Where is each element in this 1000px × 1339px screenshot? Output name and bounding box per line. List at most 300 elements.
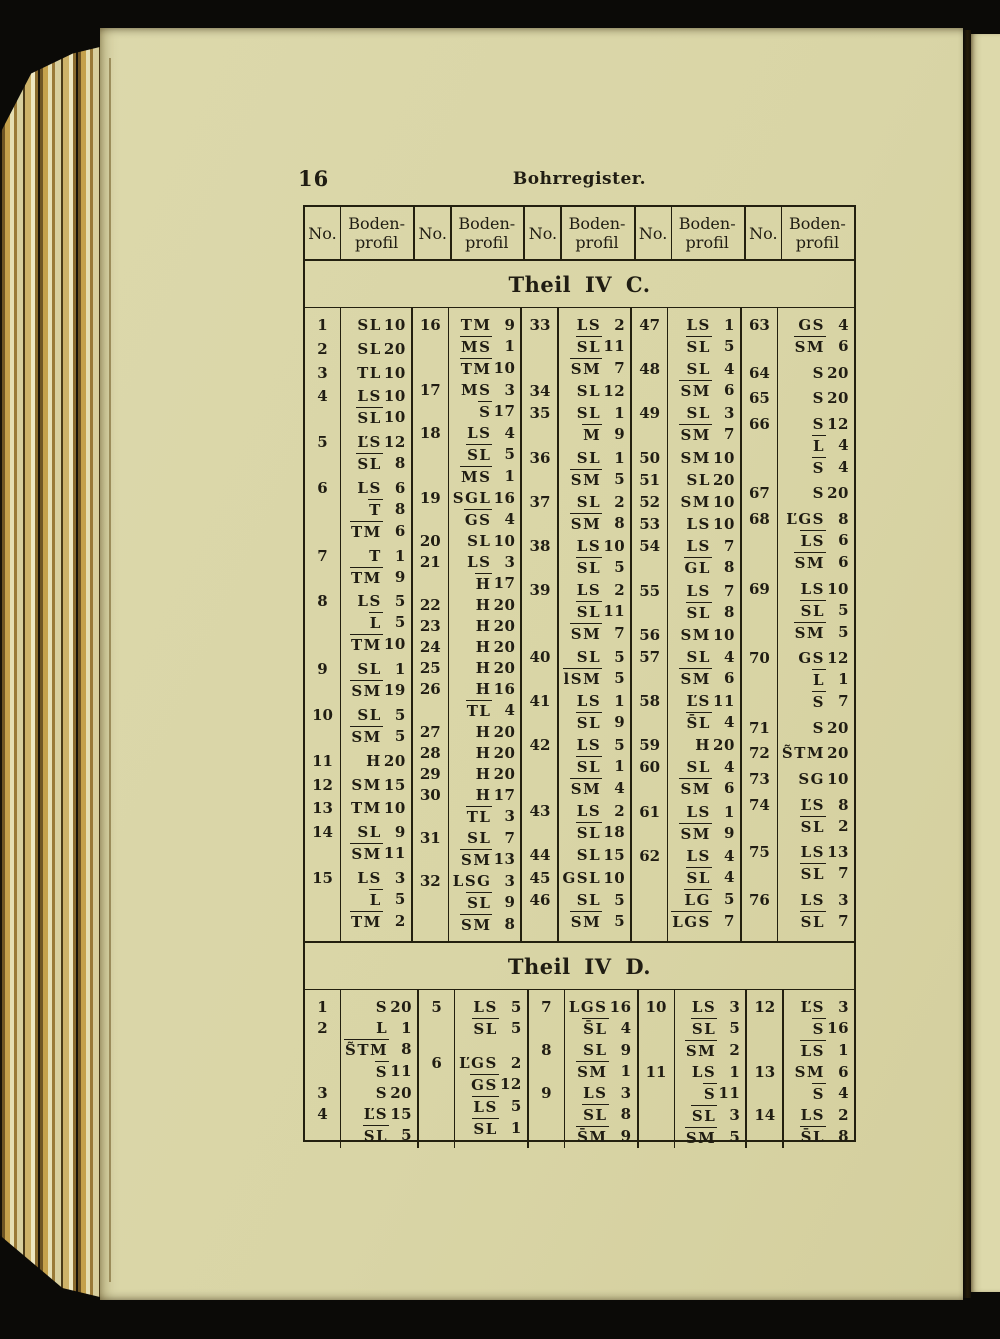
profile-group — [639, 1062, 746, 1149]
profile-line — [678, 1127, 741, 1149]
soil-code-text: TM — [351, 799, 382, 818]
profile-line — [344, 868, 406, 889]
soil-code — [475, 573, 493, 595]
thickness-value: 16 — [609, 998, 632, 1016]
row-number: 25 — [419, 659, 441, 677]
profile-group — [632, 315, 740, 358]
column-pair — [745, 990, 854, 1148]
profile-lines — [667, 581, 740, 624]
profile-group — [305, 386, 411, 429]
row-number: 59 — [639, 736, 661, 755]
soil-code-overlined: SL — [800, 912, 825, 931]
soil-code — [800, 1126, 826, 1148]
thickness-value: 20 — [493, 765, 516, 783]
profile-group — [522, 448, 630, 491]
thickness-value: 3 — [729, 1106, 741, 1124]
soil-code-overlined: SM — [570, 514, 602, 533]
soil-code-text: LS — [357, 592, 382, 611]
profile-group — [413, 423, 521, 488]
soil-code — [800, 600, 826, 622]
soil-code — [356, 478, 382, 499]
soil-code-overlined: S̄L — [800, 1128, 826, 1146]
profile-line — [671, 492, 735, 513]
profile-line — [781, 795, 849, 816]
profile-lines — [448, 423, 521, 488]
soil-code-text: SL — [686, 647, 711, 666]
thickness-value: 1 — [401, 1019, 413, 1037]
profile-line — [452, 871, 516, 892]
soil-code-text: LS — [686, 802, 711, 821]
soil-code — [576, 1126, 608, 1148]
profile-lines — [448, 871, 521, 936]
profile-line — [452, 828, 516, 849]
profile-lines — [340, 1018, 417, 1083]
section-body-theil-iv-c — [305, 308, 854, 941]
thickness-value: 1 — [729, 1063, 741, 1081]
soil-code-text: S — [812, 389, 825, 408]
row-number: 29 — [419, 765, 441, 783]
profile-line — [781, 552, 849, 574]
row-number: 61 — [639, 802, 661, 821]
profile-group — [305, 751, 411, 772]
row-number: 51 — [639, 470, 661, 489]
profile-lines — [777, 509, 854, 574]
profile-line — [344, 612, 406, 634]
soil-code-text: MS — [461, 381, 492, 399]
soil-code-overlined: TM — [351, 912, 382, 931]
profile-group — [529, 1083, 637, 1148]
soil-code-text: LS — [686, 581, 711, 600]
profile-line — [678, 1040, 741, 1062]
thickness-value: 3 — [504, 872, 516, 890]
thickness-value: 10 — [713, 515, 735, 534]
soil-code-overlined: SM — [680, 824, 711, 843]
soil-code — [576, 601, 602, 623]
soil-code-overlined: L — [812, 436, 825, 455]
soil-code-text: LS — [686, 846, 711, 865]
profile-line — [452, 488, 516, 509]
profile-group — [632, 846, 740, 933]
thickness-value: 4 — [504, 701, 516, 719]
thickness-value: 4 — [504, 510, 516, 528]
profile-line — [561, 448, 625, 469]
soil-code — [800, 911, 826, 933]
profile-lines — [777, 718, 854, 739]
column-header-line: profil — [795, 233, 840, 252]
profile-group — [742, 890, 854, 933]
soil-code-overlined: S — [703, 1085, 717, 1103]
profile-group — [413, 488, 521, 531]
soil-code — [350, 726, 382, 748]
profile-line — [344, 1104, 412, 1125]
soil-code — [686, 470, 712, 491]
profile-line — [452, 573, 516, 595]
profile-line — [671, 514, 735, 535]
thickness-value: 20 — [493, 723, 516, 741]
profile-line — [344, 453, 406, 475]
soil-code — [794, 622, 826, 644]
row-number: 43 — [529, 802, 551, 821]
soil-code-overlined: S̃TM — [345, 1041, 389, 1059]
profile-line — [344, 798, 406, 819]
soil-code — [466, 552, 492, 573]
soil-code — [582, 1018, 608, 1040]
row-number: 42 — [529, 735, 551, 754]
profile-line — [452, 743, 516, 764]
thickness-value: 3 — [620, 1084, 632, 1102]
profile-line — [678, 1083, 741, 1105]
soil-code-text: S — [812, 484, 825, 503]
profile-group — [747, 1062, 854, 1105]
thickness-value: 10 — [383, 408, 406, 427]
profile-lines — [667, 691, 740, 734]
soil-code — [800, 1105, 826, 1126]
profile-line — [344, 911, 406, 933]
soil-code-overlined: SM — [461, 851, 492, 869]
soil-code — [570, 513, 602, 535]
row-number: 60 — [639, 758, 661, 777]
profile-group — [742, 769, 854, 790]
thickness-value: 6 — [838, 1063, 850, 1081]
thickness-value: 2 — [838, 816, 849, 835]
soil-code — [356, 432, 382, 453]
soil-code-text: SM — [680, 492, 711, 511]
row-number: 46 — [529, 890, 551, 909]
profile-lines — [564, 1040, 637, 1083]
profile-line — [344, 521, 406, 543]
soil-code — [356, 315, 382, 336]
row-number: 56 — [639, 625, 661, 644]
row-number: 36 — [529, 448, 551, 467]
column-header-line: Boden- — [458, 214, 516, 233]
thickness-value: 10 — [383, 316, 406, 334]
profile-lines — [448, 315, 521, 380]
soil-code-text: H — [475, 723, 492, 741]
profile-lines — [557, 735, 630, 800]
soil-code-overlined: SL — [686, 603, 711, 622]
profile-group — [413, 380, 521, 423]
profile-lines — [674, 997, 746, 1062]
profile-line — [781, 622, 849, 644]
profile-line — [344, 822, 406, 843]
thickness-value: 3 — [838, 890, 849, 909]
soil-code-overlined: SM — [570, 912, 602, 931]
row-number: 32 — [419, 872, 441, 890]
profile-group — [305, 478, 411, 543]
column-header-bodenprofil — [560, 207, 633, 259]
soil-code-text: LS — [800, 579, 825, 598]
row-number: 49 — [639, 404, 661, 423]
soil-code-text: LS — [800, 1106, 826, 1124]
thickness-value: 12 — [603, 382, 626, 401]
row-number: 28 — [419, 744, 441, 762]
profile-line — [561, 801, 625, 822]
soil-code-overlined: SM — [680, 382, 711, 401]
profile-line — [561, 623, 625, 645]
profile-line — [568, 1126, 632, 1148]
profile-line — [561, 778, 625, 800]
profile-lines — [667, 846, 740, 933]
thickness-value: 20 — [713, 470, 735, 489]
row-number: 44 — [529, 846, 551, 865]
soil-code-text: LS — [357, 478, 382, 497]
profile-group — [632, 757, 740, 800]
soil-code — [475, 616, 493, 637]
soil-code — [475, 722, 493, 743]
soil-code-overlined: LGS — [672, 912, 711, 931]
row-number: 41 — [529, 691, 551, 710]
profile-line — [344, 363, 406, 384]
row-number: 24 — [419, 638, 441, 656]
thickness-value: 4 — [614, 778, 626, 797]
profile-lines — [448, 679, 521, 722]
thickness-value: 7 — [504, 829, 516, 847]
profile-line — [781, 435, 849, 457]
soil-code — [812, 1018, 826, 1040]
thickness-value: 19 — [383, 681, 406, 700]
profile-line — [458, 1118, 522, 1140]
profile-lines — [448, 764, 521, 785]
soil-code — [576, 890, 602, 911]
profile-lines — [667, 403, 740, 446]
row-number: 12 — [312, 775, 333, 794]
profile-line — [568, 1104, 632, 1126]
thickness-value: 20 — [827, 484, 849, 503]
column-pair — [305, 308, 411, 941]
profile-lines — [782, 997, 854, 1062]
soil-code-overlined: S — [479, 403, 492, 421]
profile-lines — [667, 359, 740, 402]
thickness-value: 7 — [838, 864, 849, 883]
thickness-value: 5 — [394, 706, 406, 725]
profile-group — [522, 691, 630, 734]
soil-code — [475, 764, 493, 785]
profile-lines — [564, 1083, 637, 1148]
thickness-value: 2 — [614, 802, 626, 821]
soil-code-text: H — [475, 638, 492, 656]
soil-code-text: SM — [351, 775, 382, 794]
column-header-line: profil — [354, 233, 399, 252]
row-number: 21 — [419, 553, 441, 571]
profile-line — [786, 1126, 849, 1148]
profile-line — [561, 492, 625, 513]
thickness-value: 9 — [614, 712, 626, 731]
thickness-value: 8 — [620, 1105, 632, 1123]
row-number: 1 — [317, 998, 328, 1016]
soil-code — [464, 509, 493, 531]
column-pair — [740, 308, 854, 941]
row-number: 6 — [317, 478, 328, 497]
profile-line — [452, 444, 516, 466]
header-pair-wrap — [415, 207, 523, 259]
soil-code-text: TM — [460, 316, 492, 334]
soil-code-overlined: SM — [570, 470, 602, 489]
row-number: 4 — [317, 387, 328, 406]
soil-code-overlined: SM — [570, 625, 602, 644]
header-column-pair — [634, 207, 744, 259]
thickness-value: 12 — [499, 1075, 522, 1093]
profile-lines — [557, 868, 630, 889]
profile-lines — [448, 785, 521, 828]
thickness-value: 1 — [614, 448, 626, 467]
profile-line — [671, 647, 735, 668]
thickness-value: 3 — [504, 553, 516, 571]
profile-group — [413, 595, 521, 616]
profile-group — [742, 842, 854, 885]
soil-code-overlined: TL — [466, 808, 492, 826]
profile-group — [419, 997, 527, 1040]
soil-code — [369, 889, 383, 911]
profile-line — [452, 595, 516, 616]
thickness-value: 10 — [383, 799, 406, 818]
column-header-line: Boden- — [348, 214, 405, 233]
row-number: 48 — [639, 360, 661, 379]
soil-code — [685, 1127, 717, 1149]
profile-line — [568, 1018, 632, 1040]
running-title: Bohrregister. — [512, 169, 647, 189]
soil-code — [460, 914, 492, 936]
soil-code — [800, 890, 826, 911]
thickness-value: 7 — [723, 537, 735, 556]
soil-code — [800, 816, 826, 838]
soil-code-text: SL — [357, 823, 382, 842]
profile-lines — [340, 315, 411, 336]
profile-group — [632, 647, 740, 690]
profile-lines — [448, 616, 521, 637]
soil-code-text: LS — [576, 691, 602, 710]
soil-code-text: ĽS — [363, 1105, 389, 1123]
soil-code — [812, 718, 826, 739]
thickness-value: 8 — [394, 454, 406, 473]
profile-line — [568, 1083, 632, 1104]
soil-code-overlined: SL — [357, 455, 382, 474]
soil-code — [350, 567, 383, 589]
profile-line — [781, 669, 849, 691]
soil-code — [686, 846, 712, 867]
row-number: 1 — [317, 316, 328, 334]
soil-code-overlined: SM — [680, 780, 711, 799]
soil-code-text: SL — [467, 829, 492, 847]
profile-line — [786, 1040, 849, 1062]
profile-line — [452, 616, 516, 637]
soil-code — [582, 1104, 608, 1126]
profile-lines — [340, 868, 411, 933]
profile-line — [671, 380, 735, 402]
profile-lines — [557, 845, 630, 866]
profile-group — [632, 735, 740, 756]
thickness-value: 5 — [614, 668, 626, 687]
profile-line — [781, 336, 849, 358]
column-pair — [411, 308, 521, 941]
soil-code-text: H — [475, 765, 492, 783]
soil-code-overlined: LS — [473, 1098, 498, 1116]
profile-line — [671, 691, 735, 712]
soil-code-overlined: SL — [800, 601, 825, 620]
thickness-value: 4 — [838, 1084, 850, 1102]
soil-code-overlined: SL — [691, 1107, 717, 1125]
column-header-bodenprofil — [781, 207, 854, 259]
thickness-value: 17 — [493, 574, 516, 592]
profile-line — [452, 914, 516, 936]
profile-line — [344, 1125, 412, 1147]
row-number: 5 — [431, 998, 442, 1016]
thickness-value: 2 — [838, 1106, 850, 1124]
soil-code-overlined: SM — [570, 779, 602, 798]
soil-code — [356, 407, 382, 429]
row-number: 3 — [317, 363, 328, 382]
row-number: 11 — [645, 1063, 667, 1081]
soil-code — [576, 712, 602, 734]
page-number: 16 — [298, 166, 330, 191]
profile-line — [561, 868, 625, 889]
profile-group — [742, 388, 854, 409]
row-number: 70 — [748, 649, 770, 668]
soil-code — [375, 997, 389, 1018]
soil-code-overlined: S̄L — [686, 714, 711, 733]
profile-line — [452, 509, 516, 531]
profile-lines — [340, 432, 411, 475]
thickness-value: 9 — [504, 316, 516, 334]
soil-code — [671, 911, 712, 933]
thickness-value: 7 — [838, 911, 849, 930]
soil-code-overlined: TL — [466, 702, 492, 720]
profile-group — [413, 637, 521, 658]
thickness-value: 16 — [493, 680, 516, 698]
soil-code-overlined: L — [812, 671, 825, 690]
soil-code-text: SM — [794, 1063, 826, 1081]
profile-line — [561, 536, 625, 557]
soil-code — [679, 668, 711, 690]
soil-code-text: LS — [686, 537, 711, 556]
soil-code-overlined: SM — [351, 845, 382, 864]
thickness-value: 3 — [838, 998, 850, 1016]
profile-lines — [777, 414, 854, 479]
profile-line — [561, 580, 625, 601]
row-number: 5 — [317, 433, 328, 452]
profile-lines — [667, 536, 740, 579]
profile-lines — [557, 315, 630, 380]
profile-line — [452, 380, 516, 401]
profile-lines — [454, 1053, 527, 1140]
thickness-value: 10 — [827, 770, 849, 789]
profile-line — [452, 785, 516, 806]
soil-code-text: SL — [686, 360, 711, 379]
row-number: 30 — [419, 786, 441, 804]
soil-code — [350, 798, 383, 819]
soil-code — [679, 424, 711, 446]
soil-code-text: SL — [583, 1041, 608, 1059]
profile-line — [344, 1039, 412, 1061]
soil-code — [356, 363, 383, 384]
row-number: 54 — [639, 537, 661, 556]
header-pair-wrap — [746, 207, 854, 259]
soil-code — [797, 315, 826, 336]
row-number: 10 — [312, 706, 333, 725]
soil-code-text: SL — [357, 660, 382, 679]
profile-group — [305, 705, 411, 748]
thickness-value: 8 — [838, 795, 849, 814]
soil-code-text: SL — [686, 758, 711, 777]
profile-group — [742, 648, 854, 713]
profile-group — [522, 890, 630, 933]
soil-code-text: LS — [800, 890, 825, 909]
profile-lines — [777, 315, 854, 358]
row-number: 73 — [748, 770, 770, 789]
soil-code — [691, 1105, 717, 1127]
soil-code-overlined: S̄L — [583, 1020, 608, 1038]
thickness-value: 1 — [504, 467, 516, 485]
profile-line — [781, 457, 849, 479]
